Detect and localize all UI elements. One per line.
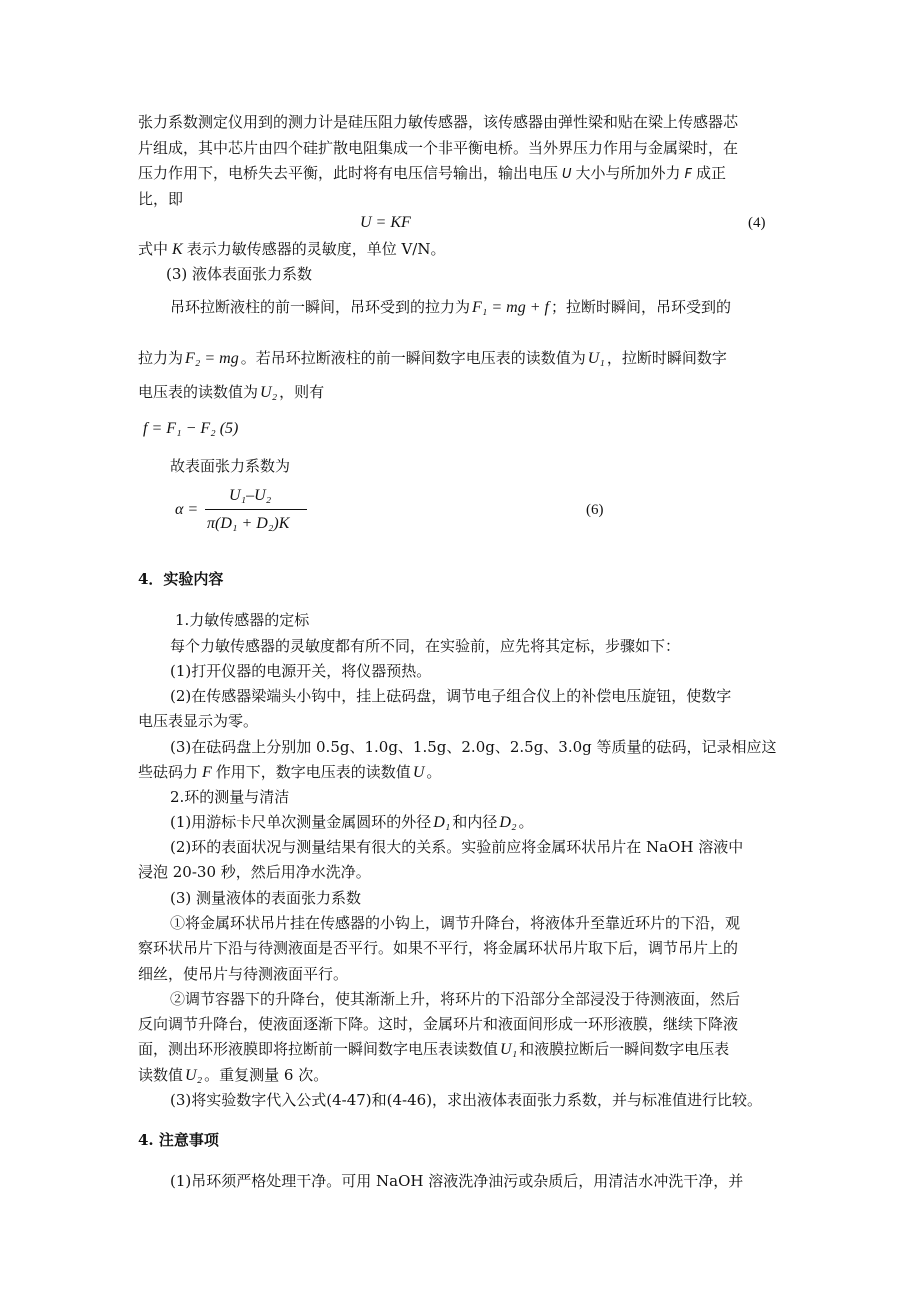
- paragraph-line: [138, 164, 726, 184]
- text-run: 。若吊环拉断液柱的前一瞬间数字电压表的读数值为: [240, 349, 586, 367]
- paragraph-line: 比，即: [138, 190, 184, 208]
- var-D2: D₂: [499, 814, 517, 831]
- var-U2: U₂: [185, 1067, 203, 1084]
- text-run: (1)用游标卡尺单次测量金属圆环的外径: [170, 813, 432, 831]
- text-run: 和液膜拉断后一瞬间数字电压表: [519, 1040, 730, 1058]
- equation-6-lhs: α =: [175, 501, 199, 518]
- paragraph-line: 浸泡 20-30 秒，然后用净水洗净。: [138, 863, 371, 881]
- text-run: 。: [426, 763, 442, 781]
- paragraph-line: 故表面张力系数为: [170, 457, 291, 475]
- fraction-denominator: π(D₁ + D₂)K: [207, 515, 290, 532]
- paragraph-line: [138, 1040, 729, 1059]
- var-K: K: [172, 241, 183, 258]
- paragraph-line: (1)吊环须严格处理干净。可用 NaOH 溶液洗净油污或杂质后，用清洁水冲洗干净，并: [170, 1172, 744, 1190]
- text-run: ，拉断时瞬间数字: [606, 349, 727, 367]
- paragraph-line: [138, 763, 441, 782]
- paragraph-line: 电压表显示为零。: [138, 712, 259, 730]
- paragraph-line: (3)将实验数字代入公式(4-47)和(4-46)，求出液体表面张力系数，并与标准值进行比较。: [170, 1091, 763, 1109]
- equation-number: (4): [748, 215, 766, 231]
- text-run: 大小与所加外力: [575, 164, 681, 182]
- subsection-heading: 1.力敏传感器的定标: [175, 611, 310, 629]
- text-run: 面，测出环形液膜即将拉断前一瞬间数字电压表读数值: [138, 1040, 499, 1058]
- paragraph-line: [138, 240, 445, 259]
- paragraph-line: [170, 813, 534, 832]
- paragraph-line: 细丝，使吊片与待测液面平行。: [138, 965, 349, 983]
- var-F: F: [202, 764, 212, 781]
- text-run: 。重复测量 6 次。: [204, 1066, 329, 1084]
- var-D1: D₁: [433, 814, 451, 831]
- paragraph-line: (1)打开仪器的电源开关，将仪器预热。: [170, 662, 432, 680]
- var-U2: U₂: [260, 384, 278, 401]
- subsection-heading: 2.环的测量与清洁: [170, 788, 290, 806]
- equation-inline: F₂ = mg: [185, 350, 239, 367]
- equation-inline: F₁ = mg + f: [472, 299, 549, 316]
- paragraph-line: 每个力敏传感器的灵敏度都有所不同，在实验前，应先将其定标，步骤如下：: [170, 637, 681, 655]
- paragraph-line: 张力系数测定仪用到的测力计是硅压阻力敏传感器，该传感器由弹性梁和贴在梁上传感器芯: [138, 113, 739, 131]
- paragraph-line: (2)环的表面状况与测量结果有很大的关系。实验前应将金属环状吊片在 NaOH 溶液中: [170, 838, 744, 856]
- text-run: 成正: [696, 164, 727, 182]
- paragraph-line: (3)在砝码盘上分别加 0.5g、1.0g、1.5g、2.0g、2.5g、3.0g 等质量的砝码，记录相应这: [170, 738, 777, 756]
- var-U: U: [562, 167, 572, 182]
- paragraph-line: [138, 381, 324, 404]
- text-run: 式中: [138, 240, 169, 258]
- text-run: ，则有: [279, 383, 325, 401]
- paragraph-line: [170, 296, 731, 319]
- equation-6-fraction: [205, 487, 307, 535]
- equation-4: U = KF: [360, 214, 411, 231]
- text-run: 拉力为: [138, 349, 184, 367]
- paragraph-line: 察环状吊片下沿与待测液面是否平行。如果不平行，将金属环状吊片取下后，调节吊片上的: [138, 939, 739, 957]
- section-heading: 4. 注意事项: [138, 1131, 219, 1149]
- text-run: 读数值: [138, 1066, 184, 1084]
- equation-number: (6): [586, 502, 604, 518]
- text-run: ；拉断时瞬间，吊环受到的: [550, 298, 731, 316]
- section-heading: (3) 液体表面张力系数: [166, 265, 313, 283]
- text-run: 电压表的读数值为: [138, 383, 259, 401]
- text-run: 吊环拉断液柱的前一瞬间，吊环受到的拉力为: [170, 298, 471, 316]
- paragraph-line: ②调节容器下的升降台，使其渐渐上升，将环片的下沿部分全部浸没于待测液面，然后: [170, 990, 741, 1008]
- fraction-numerator: U₁–U₂: [229, 487, 272, 504]
- paragraph-line: ①将金属环状吊片挂在传感器的小钩上，调节升降台，将液体升至靠近环片的下沿，观: [170, 914, 741, 932]
- paragraph-line: [138, 1066, 328, 1085]
- var-U1: U₁: [587, 350, 605, 367]
- text-run: 和内径: [452, 813, 498, 831]
- text-run: 压力作用下，电桥失去平衡，此时将有电压信号输出，输出电压: [138, 164, 559, 182]
- paragraph-line: 片组成，其中芯片由四个硅扩散电阻集成一个非平衡电桥。当外界压力作用与金属梁时，在: [138, 139, 739, 157]
- text-run: 表示力敏传感器的灵敏度，单位 V/N。: [186, 240, 446, 258]
- var-F: F: [684, 167, 693, 182]
- paragraph-line: 反向调节升降台，使液面逐渐下降。这时，金属环片和液面间形成一环形液膜，继续下降液: [138, 1015, 739, 1033]
- paragraph-line: (2)在传感器梁端头小钩中，挂上砝码盘，调节电子组合仪上的补偿电压旋钮，使数字: [170, 687, 732, 705]
- text-run: 些砝码力: [138, 763, 199, 781]
- fraction-bar: [205, 509, 307, 510]
- equation-5: f = F₁ − F₂ (5): [143, 420, 239, 437]
- var-U1: U₁: [500, 1041, 518, 1058]
- paragraph-line: [138, 347, 727, 370]
- text-run: 。: [518, 813, 534, 831]
- subsection-heading: (3) 测量液体的表面张力系数: [170, 889, 362, 907]
- var-U: U: [412, 764, 425, 781]
- text-run: 作用下，数字电压表的读数值: [215, 763, 411, 781]
- section-heading: 4．实验内容: [138, 570, 224, 588]
